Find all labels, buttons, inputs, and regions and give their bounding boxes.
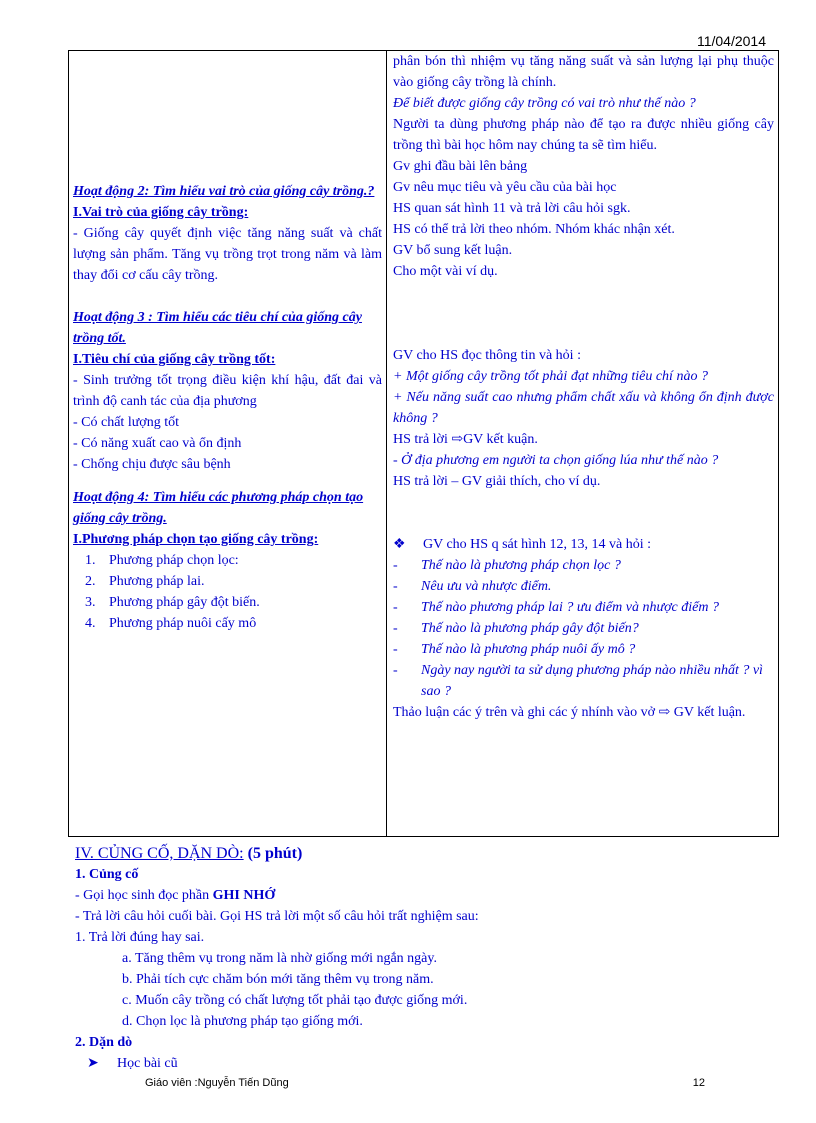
question-item: - Thế nào là phương pháp nuôi ấy mô ? (393, 642, 636, 657)
text-paragraph: Người ta dùng phương pháp nào để tạo ra được nhiều giống cây trồng thì bài học hôm nay chúng ta sẽ tìm hiểu. (393, 117, 774, 153)
text-line: - Gọi học sinh đọc phần GHI NHỚ (75, 888, 276, 903)
question-item: - Thế nào là phương pháp gây đột biến? (393, 621, 639, 636)
text-line: 1. Trả lời đúng hay sai. (75, 930, 205, 945)
text-line: - Trả lời câu hỏi cuối bài. Gọi HS trả lời một số câu hỏi trất nghiệm sau: (75, 909, 479, 924)
section-2-title: I.Tiêu chí của giống cây trồng tốt: (73, 352, 276, 367)
diamond-bullet-icon: ❖ (393, 537, 406, 552)
arrow-bullet-icon: ➤ (87, 1056, 99, 1071)
text-paragraph: HS trả lời – GV giải thích, cho ví dụ. (393, 474, 601, 489)
text-paragraph: HS có thể trả lời theo nhóm. Nhóm khác nhận xét. (393, 222, 675, 237)
teacher-name: Giáo viên :Nguyễn Tiến Dũng (145, 1077, 289, 1089)
header-date: 11/04/2014 (696, 33, 766, 49)
text-paragraph: Thảo luận các ý trên và ghi các ý nhính vào vở ⇨ GV kết luận. (393, 705, 746, 720)
criteria-item: - Chống chịu được sâu bệnh (73, 457, 231, 472)
text-paragraph: + Một giống cây trồng tốt phải đạt những tiêu chí nào ? (393, 369, 708, 384)
text-paragraph: Để biết được giống cây trồng có vai trò như thế nào ? (393, 96, 696, 111)
consolidation-section (75, 843, 775, 1074)
method-item: 1. Phương pháp chọn lọc: (85, 553, 239, 568)
page-number: 12 (692, 1077, 705, 1089)
subsection-heading: 1. Củng cố (75, 867, 139, 882)
text-paragraph: HS trả lời ⇨GV kết kuận. (393, 432, 538, 447)
right-column (387, 51, 778, 836)
activity-4-title: Hoạt động 4: Tìm hiểu các phương pháp chọn tạo giống cây trồng. (73, 490, 364, 526)
text-paragraph: ❖ GV cho HS q sát hình 12, 13, 14 và hỏi : (393, 534, 774, 555)
criteria-item: - Có chất lượng tốt (73, 415, 179, 430)
question-item: - Ngày nay người ta sử dụng phương pháp nào nhiều nhất ? vì sao ? (393, 663, 763, 699)
left-column (69, 51, 387, 836)
text-paragraph: GV cho HS đọc thông tin và hỏi : (393, 348, 581, 363)
criteria-item: - Sinh trưởng tốt trọng điều kiện khí hậu, đất đai và trình độ canh tác của địa phương (73, 373, 382, 409)
section-1-title: I.Vai trò của giống cây trồng: (73, 205, 249, 220)
text-paragraph: - Ở địa phương em người ta chọn giống lúa như thế nào ? (393, 453, 719, 468)
method-item: 2. Phương pháp lai. (85, 574, 205, 589)
question-item: - Thế nào là phương pháp chọn lọc ? (393, 558, 621, 573)
text-paragraph: + Nếu năng suất cao nhưng phẩm chất xấu và không ổn định được không ? (393, 390, 774, 426)
text-paragraph: Cho một vài ví dụ. (393, 264, 498, 279)
text-paragraph: Gv ghi đầu bài lên bảng (393, 159, 528, 174)
quiz-item: b. Phải tích cực chăm bón mới tăng thêm vụ trong năm. (122, 972, 434, 987)
method-item: 3. Phương pháp gây đột biến. (85, 595, 260, 610)
quiz-item: a. Tăng thêm vụ trong năm là nhờ giống mới ngắn ngày. (122, 951, 437, 966)
quiz-item: c. Muốn cây trồng có chất lượng tốt phải tạo được giống mới. (122, 993, 468, 1008)
question-item: - Nêu ưu và nhược điểm. (393, 579, 552, 594)
text-line: ➤ Học bài cũ (75, 1053, 775, 1074)
text-paragraph: GV bổ sung kết luận. (393, 243, 513, 258)
question-item: - Thế nào phương pháp lai ? ưu điểm và nhược điểm ? (393, 600, 719, 615)
section-heading: IV. CỦNG CỐ, DẶN DÒ: (5 phút) (75, 845, 303, 862)
section-1-text: - Giống cây quyết định việc tăng năng suất và chất lượng sản phẩm. Tăng vụ trồng trọt trong năm và làm thay đổi cơ cấu cây trồng. (73, 226, 382, 283)
text-paragraph: Gv nêu mục tiêu và yêu cầu của bài học (393, 180, 617, 195)
text-paragraph: HS quan sát hình 11 và trả lời câu hỏi sgk. (393, 201, 631, 216)
lesson-table (68, 50, 779, 837)
quiz-item: d. Chọn lọc là phương pháp tạo giống mới. (122, 1014, 363, 1029)
text-paragraph: phân bón thì nhiệm vụ tăng năng suất và sản lượng lại phụ thuộc vào giống cây trồng là chính. (393, 54, 774, 90)
subsection-heading: 2. Dặn dò (75, 1035, 133, 1050)
activity-3-title: Hoạt động 3 : Tìm hiểu các tiêu chí của giống cây trồng tốt. (73, 310, 362, 346)
criteria-item: - Có năng xuất cao và ổn định (73, 436, 242, 451)
section-3-title: I.Phương pháp chọn tạo giống cây trồng: (73, 532, 319, 547)
method-item: 4. Phương pháp nuôi cấy mô (85, 616, 257, 631)
activity-2-title: Hoạt động 2: Tìm hiểu vai trò của giống cây trồng.? (73, 184, 375, 199)
page-footer (145, 1077, 705, 1089)
